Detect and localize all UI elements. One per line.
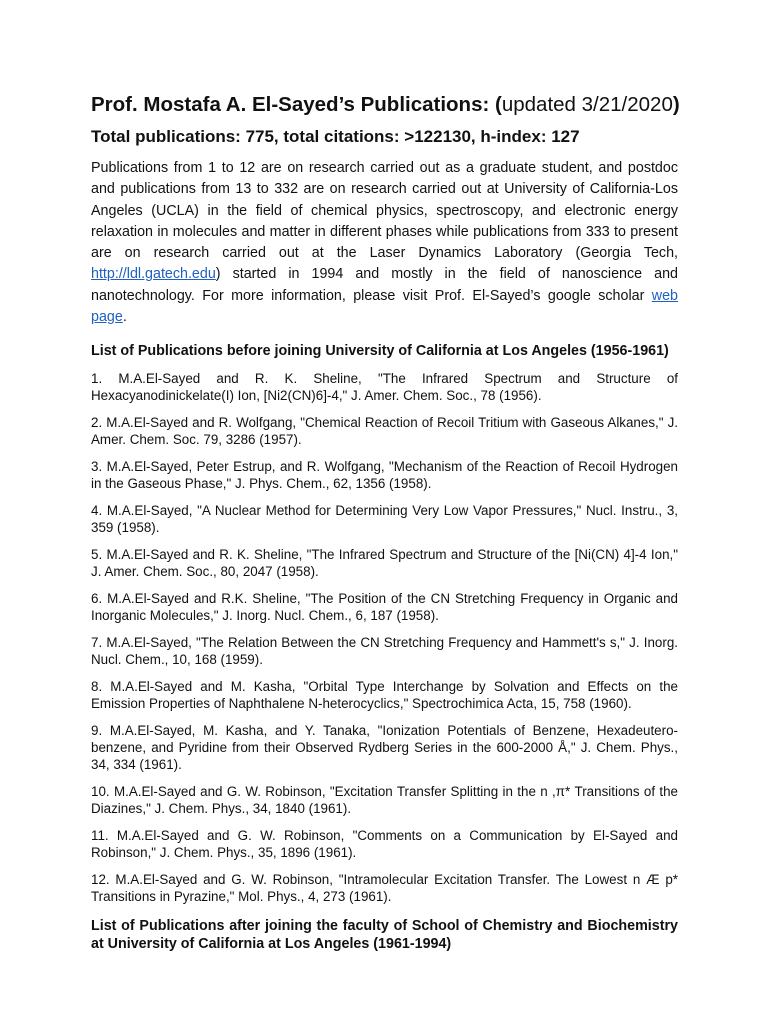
ldl-link[interactable]: http://ldl.gatech.edu bbox=[91, 266, 216, 283]
intro-text-1: Publications from 1 to 12 are on research carried out as a graduate student, and postdoc and publications from 13 to 332 are on research carried out at University of California-Los Angeles (UCLA) in the field of chemical physics, spectroscopy, and electronic energy relaxation in molecules and matter in different phases while publications from 333 to present are on research carried out at the Laser Dynamics Laboratory (Georgia Tech, bbox=[91, 160, 678, 262]
title-updated-date: updated 3/21/2020 bbox=[501, 93, 673, 116]
publication-item: 7. M.A.El-Sayed, "The Relation Between the CN Stretching Frequency and Hammett's s," J. Inorg. Nucl. Chem., 10, 168 (1959). bbox=[91, 635, 678, 668]
publication-item: 2. M.A.El-Sayed and R. Wolfgang, "Chemical Reaction of Recoil Tritium with Gaseous Alkanes," J. Amer. Chem. Soc. 79, 3286 (1957). bbox=[91, 415, 678, 448]
publication-item: 5. M.A.El-Sayed and R. K. Sheline, "The Infrared Spectrum and Structure of the [Ni(CN) 4]-4 Ion," J. Amer. Chem. Soc., 80, 2047 (1958). bbox=[91, 547, 678, 580]
publication-item: 11. M.A.El-Sayed and G. W. Robinson, "Comments on a Communication by El-Sayed and Robinson," J. Chem. Phys., 35, 1896 (1961). bbox=[91, 828, 678, 861]
publication-item: 1. M.A.El-Sayed and R. K. Sheline, "The Infrared Spectrum and Structure of Hexacyanodinickelate(I) Ion, [Ni2(CN)6]-4," J. Amer. Chem. Soc., 78 (1956). bbox=[91, 371, 678, 404]
publication-item: 3. M.A.El-Sayed, Peter Estrup, and R. Wolfgang, "Mechanism of the Reaction of Recoil Hydrogen in the Gaseous Phase," J. Phys. Chem., 62, 1356 (1958). bbox=[91, 459, 678, 492]
intro-paragraph bbox=[91, 158, 678, 328]
intro-text-3: . bbox=[122, 309, 127, 326]
publication-item: 8. M.A.El-Sayed and M. Kasha, "Orbital Type Interchange by Solvation and Effects on the Emission Properties of Naphthalene N-heterocyclics," Spectrochimica Acta, 15, 758 (1960). bbox=[91, 679, 678, 712]
page-title bbox=[91, 92, 678, 118]
section-heading-after-ucla: List of Publications after joining the faculty of School of Chemistry and Biochemistry at University of California at Los Angeles (1961-1994) bbox=[91, 918, 678, 953]
section-heading-before-ucla: List of Publications before joining University of California at Los Angeles (1956-1961) bbox=[91, 343, 669, 360]
publication-stats: Total publications: 775, total citations: >122130, h-index: 127 bbox=[91, 127, 580, 146]
publication-item: 12. M.A.El-Sayed and G. W. Robinson, "Intramolecular Excitation Transfer. The Lowest n Æ p* Transitions in Pyrazine," Mol. Phys., 4, 273 (1961). bbox=[91, 872, 678, 905]
publication-item: 10. M.A.El-Sayed and G. W. Robinson, "Excitation Transfer Splitting in the n ,π* Transitions of the Diazines," J. Chem. Phys., 34, 1840 (1961). bbox=[91, 784, 678, 817]
publication-item: 4. M.A.El-Sayed, "A Nuclear Method for Determining Very Low Vapor Pressures," Nucl. Instru., 3, 359 (1958). bbox=[91, 503, 678, 536]
title-main: Prof. Mostafa A. El-Sayed’s Publications: bbox=[91, 93, 496, 116]
document-page bbox=[91, 92, 678, 953]
intro-text-2: ) started in 1994 and mostly in the field of nanoscience and nanotechnology. For more information, please visit Prof. El-Sayed’s google scholar bbox=[91, 266, 678, 304]
publication-item: 9. M.A.El-Sayed, M. Kasha, and Y. Tanaka, "Ionization Potentials of Benzene, Hexadeutero-benzene, and Pyridine from their Observed Rydberg Series in the 600-2000 Å," J. Chem. Phys., 34, 334 (1961). bbox=[91, 723, 678, 773]
publication-item: 6. M.A.El-Sayed and R.K. Sheline, "The Position of the CN Stretching Frequency in Organic and Inorganic Molecules," J. Inorg. Nucl. Chem., 6, 187 (1958). bbox=[91, 591, 678, 624]
web-page-link[interactable]: web page bbox=[91, 287, 678, 326]
title-open-paren: ( bbox=[495, 93, 502, 116]
title-close-paren: ) bbox=[672, 93, 680, 116]
